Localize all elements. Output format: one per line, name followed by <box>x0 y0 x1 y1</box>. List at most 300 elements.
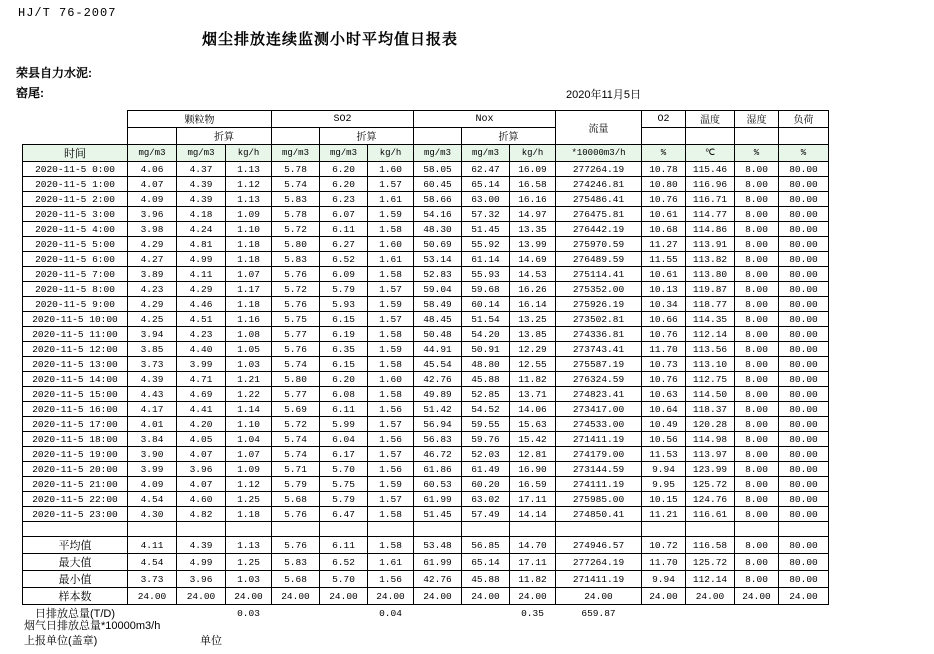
row-value: 8.00 <box>735 477 779 492</box>
row-value: 8.00 <box>735 237 779 252</box>
row-value: 6.20 <box>320 177 368 192</box>
summary-value: 3.96 <box>177 571 226 588</box>
table-header-group <box>23 111 829 128</box>
row-value: 273743.41 <box>556 342 642 357</box>
row-value: 115.46 <box>686 162 735 177</box>
footer-note: 烟气日排放总量*10000m3/h <box>24 620 161 632</box>
row-value: 10.63 <box>642 387 686 402</box>
row-value: 1.10 <box>226 222 272 237</box>
row-value: 1.60 <box>368 237 414 252</box>
row-value: 6.17 <box>320 447 368 462</box>
summary-value: 24.00 <box>642 588 686 605</box>
row-value: 114.98 <box>686 432 735 447</box>
row-value: 80.00 <box>779 357 829 372</box>
row-value: 1.57 <box>368 312 414 327</box>
row-value: 8.00 <box>735 267 779 282</box>
spacer-cell <box>368 522 414 537</box>
summary-label: 样本数 <box>23 588 128 605</box>
row-value: 48.30 <box>414 222 462 237</box>
standard-code: HJ/T 76-2007 <box>18 6 117 20</box>
row-value: 57.32 <box>462 207 510 222</box>
table-row <box>23 237 829 252</box>
header-blank <box>23 111 128 145</box>
row-value: 60.14 <box>462 297 510 312</box>
row-value: 124.76 <box>686 492 735 507</box>
header-sub-blank-1 <box>128 128 177 145</box>
row-value: 1.61 <box>368 252 414 267</box>
row-time: 2020-11-5 10:00 <box>23 312 128 327</box>
row-value: 14.97 <box>510 207 556 222</box>
row-value: 4.06 <box>128 162 177 177</box>
row-value: 6.27 <box>320 237 368 252</box>
row-value: 16.14 <box>510 297 556 312</box>
table-row <box>23 357 829 372</box>
row-value: 8.00 <box>735 207 779 222</box>
row-value: 60.20 <box>462 477 510 492</box>
header-sub-blank-6 <box>735 128 779 145</box>
summary-value: 24.00 <box>128 588 177 605</box>
row-value: 13.99 <box>510 237 556 252</box>
table-row <box>23 432 829 447</box>
row-value: 113.91 <box>686 237 735 252</box>
header-unit-3: kg/h <box>226 145 272 162</box>
row-value: 6.08 <box>320 387 368 402</box>
row-time: 2020-11-5 2:00 <box>23 192 128 207</box>
row-value: 4.01 <box>128 417 177 432</box>
row-value: 8.00 <box>735 507 779 522</box>
row-value: 80.00 <box>779 282 829 297</box>
row-value: 275352.00 <box>556 282 642 297</box>
table-row <box>23 477 829 492</box>
row-value: 6.19 <box>320 327 368 342</box>
row-value: 5.69 <box>272 402 320 417</box>
row-value: 113.97 <box>686 447 735 462</box>
spacer-cell <box>642 522 686 537</box>
row-value: 80.00 <box>779 207 829 222</box>
row-value: 4.30 <box>128 507 177 522</box>
row-value: 1.59 <box>368 477 414 492</box>
row-value: 80.00 <box>779 447 829 462</box>
summary-value: 4.11 <box>128 537 177 554</box>
row-value: 50.69 <box>414 237 462 252</box>
row-value: 51.54 <box>462 312 510 327</box>
row-value: 54.52 <box>462 402 510 417</box>
row-value: 13.85 <box>510 327 556 342</box>
row-value: 4.05 <box>177 432 226 447</box>
row-value: 5.76 <box>272 342 320 357</box>
row-value: 10.13 <box>642 282 686 297</box>
table-row <box>23 267 829 282</box>
row-value: 65.14 <box>462 177 510 192</box>
row-value: 4.82 <box>177 507 226 522</box>
row-value: 118.77 <box>686 297 735 312</box>
row-value: 1.58 <box>368 507 414 522</box>
row-value: 114.35 <box>686 312 735 327</box>
row-value: 4.43 <box>128 387 177 402</box>
row-value: 274533.00 <box>556 417 642 432</box>
summary-value: 24.00 <box>735 588 779 605</box>
row-value: 116.71 <box>686 192 735 207</box>
row-time: 2020-11-5 20:00 <box>23 462 128 477</box>
row-value: 10.66 <box>642 312 686 327</box>
row-value: 8.00 <box>735 447 779 462</box>
row-value: 63.00 <box>462 192 510 207</box>
table-row <box>23 507 829 522</box>
row-value: 275587.19 <box>556 357 642 372</box>
row-value: 51.45 <box>414 507 462 522</box>
row-value: 1.03 <box>226 357 272 372</box>
header-unit-10: *10000m3/h <box>556 145 642 162</box>
row-value: 276475.81 <box>556 207 642 222</box>
row-value: 1.58 <box>368 327 414 342</box>
header-unit-5: mg/m3 <box>320 145 368 162</box>
row-value: 8.00 <box>735 177 779 192</box>
header-unit-8: mg/m3 <box>462 145 510 162</box>
row-time: 2020-11-5 12:00 <box>23 342 128 357</box>
row-value: 54.16 <box>414 207 462 222</box>
row-time: 2020-11-5 8:00 <box>23 282 128 297</box>
daily-total-blank-9 <box>735 605 779 622</box>
row-value: 8.00 <box>735 372 779 387</box>
row-value: 5.78 <box>272 162 320 177</box>
row-value: 6.11 <box>320 222 368 237</box>
row-value: 1.61 <box>368 192 414 207</box>
row-value: 4.39 <box>177 177 226 192</box>
row-value: 58.66 <box>414 192 462 207</box>
row-value: 1.59 <box>368 342 414 357</box>
table-row <box>23 402 829 417</box>
summary-value: 271411.19 <box>556 571 642 588</box>
row-value: 4.81 <box>177 237 226 252</box>
row-value: 80.00 <box>779 192 829 207</box>
table-row <box>23 282 829 297</box>
row-value: 1.25 <box>226 492 272 507</box>
row-value: 10.76 <box>642 327 686 342</box>
daily-total-nox: 0.35 <box>521 607 544 619</box>
row-time: 2020-11-5 6:00 <box>23 252 128 267</box>
daily-total-blank-4 <box>320 605 368 622</box>
daily-total-blank-5 <box>414 605 462 622</box>
row-value: 4.11 <box>177 267 226 282</box>
row-value: 61.99 <box>414 492 462 507</box>
row-value: 6.23 <box>320 192 368 207</box>
row-value: 45.54 <box>414 357 462 372</box>
row-time: 2020-11-5 0:00 <box>23 162 128 177</box>
row-value: 10.68 <box>642 222 686 237</box>
table-row <box>23 372 829 387</box>
row-time: 2020-11-5 7:00 <box>23 267 128 282</box>
spacer-cell <box>462 522 510 537</box>
row-time: 2020-11-5 16:00 <box>23 402 128 417</box>
row-value: 5.74 <box>272 357 320 372</box>
summary-value: 277264.19 <box>556 554 642 571</box>
header-unit-7: mg/m3 <box>414 145 462 162</box>
spacer-cell <box>779 522 829 537</box>
summary-value: 11.70 <box>642 554 686 571</box>
spacer-cell <box>686 522 735 537</box>
row-value: 16.09 <box>510 162 556 177</box>
row-value: 5.71 <box>272 462 320 477</box>
row-value: 276324.59 <box>556 372 642 387</box>
table-row <box>23 327 829 342</box>
summary-row <box>23 554 829 571</box>
table-row <box>23 417 829 432</box>
row-value: 1.58 <box>368 357 414 372</box>
table-row <box>23 297 829 312</box>
row-time: 2020-11-5 3:00 <box>23 207 128 222</box>
row-value: 1.04 <box>226 432 272 447</box>
row-value: 12.81 <box>510 447 556 462</box>
row-value: 4.29 <box>128 237 177 252</box>
row-value: 5.79 <box>320 492 368 507</box>
row-value: 5.76 <box>272 267 320 282</box>
row-value: 61.49 <box>462 462 510 477</box>
header-sub-nox-converted: 折算 <box>462 128 556 145</box>
row-value: 61.14 <box>462 252 510 267</box>
row-time: 2020-11-5 19:00 <box>23 447 128 462</box>
header-unit-9: kg/h <box>510 145 556 162</box>
summary-value: 56.85 <box>462 537 510 554</box>
row-value: 3.90 <box>128 447 177 462</box>
row-value: 55.92 <box>462 237 510 252</box>
summary-value: 10.72 <box>642 537 686 554</box>
row-value: 11.82 <box>510 372 556 387</box>
row-value: 16.58 <box>510 177 556 192</box>
row-value: 4.29 <box>177 282 226 297</box>
summary-value: 24.00 <box>368 588 414 605</box>
table-row <box>23 312 829 327</box>
summary-value: 9.94 <box>642 571 686 588</box>
row-value: 1.57 <box>368 447 414 462</box>
row-value: 1.18 <box>226 252 272 267</box>
spacer-cell <box>128 522 177 537</box>
row-time: 2020-11-5 22:00 <box>23 492 128 507</box>
row-value: 118.37 <box>686 402 735 417</box>
header-unit-2: mg/m3 <box>177 145 226 162</box>
row-time: 2020-11-5 15:00 <box>23 387 128 402</box>
row-time: 2020-11-5 9:00 <box>23 297 128 312</box>
row-value: 1.18 <box>226 507 272 522</box>
row-time: 2020-11-5 17:00 <box>23 417 128 432</box>
row-value: 8.00 <box>735 492 779 507</box>
summary-value: 1.25 <box>226 554 272 571</box>
row-value: 80.00 <box>779 462 829 477</box>
spacer-cell <box>556 522 642 537</box>
row-value: 1.08 <box>226 327 272 342</box>
row-value: 4.18 <box>177 207 226 222</box>
row-value: 11.27 <box>642 237 686 252</box>
summary-value: 80.00 <box>779 554 829 571</box>
summary-value: 1.58 <box>368 537 414 554</box>
row-value: 80.00 <box>779 402 829 417</box>
header-unit-12: ℃ <box>686 145 735 162</box>
summary-value: 45.88 <box>462 571 510 588</box>
row-value: 49.89 <box>414 387 462 402</box>
row-value: 60.45 <box>414 177 462 192</box>
row-value: 5.70 <box>320 462 368 477</box>
row-value: 4.54 <box>128 492 177 507</box>
row-value: 4.27 <box>128 252 177 267</box>
row-value: 4.17 <box>128 402 177 417</box>
row-value: 4.37 <box>177 162 226 177</box>
table-row <box>23 162 829 177</box>
row-value: 113.56 <box>686 342 735 357</box>
row-value: 6.11 <box>320 402 368 417</box>
row-value: 59.04 <box>414 282 462 297</box>
header-sub-blank-7 <box>779 128 829 145</box>
row-value: 274179.00 <box>556 447 642 462</box>
row-value: 273144.59 <box>556 462 642 477</box>
row-value: 4.39 <box>128 372 177 387</box>
row-value: 10.34 <box>642 297 686 312</box>
row-value: 15.63 <box>510 417 556 432</box>
row-value: 1.13 <box>226 162 272 177</box>
row-value: 114.86 <box>686 222 735 237</box>
row-value: 4.51 <box>177 312 226 327</box>
row-value: 3.99 <box>177 357 226 372</box>
summary-label: 最大值 <box>23 554 128 571</box>
daily-total-flow: 659.87 <box>581 607 616 619</box>
row-value: 112.75 <box>686 372 735 387</box>
row-value: 6.15 <box>320 357 368 372</box>
row-value: 113.10 <box>686 357 735 372</box>
row-value: 80.00 <box>779 372 829 387</box>
row-value: 9.95 <box>642 477 686 492</box>
row-value: 5.76 <box>272 297 320 312</box>
row-value: 6.20 <box>320 162 368 177</box>
row-value: 14.14 <box>510 507 556 522</box>
table-header-sub <box>23 128 829 145</box>
table-row <box>23 492 829 507</box>
row-value: 274823.41 <box>556 387 642 402</box>
summary-value: 24.00 <box>320 588 368 605</box>
spacer-cell <box>23 522 128 537</box>
row-value: 80.00 <box>779 417 829 432</box>
row-value: 10.78 <box>642 162 686 177</box>
row-value: 6.04 <box>320 432 368 447</box>
row-value: 10.56 <box>642 432 686 447</box>
row-value: 42.76 <box>414 372 462 387</box>
row-value: 11.55 <box>642 252 686 267</box>
row-value: 15.42 <box>510 432 556 447</box>
row-value: 275486.41 <box>556 192 642 207</box>
row-value: 4.09 <box>128 477 177 492</box>
summary-value: 24.00 <box>177 588 226 605</box>
row-value: 275114.41 <box>556 267 642 282</box>
summary-value: 5.68 <box>272 571 320 588</box>
row-value: 3.98 <box>128 222 177 237</box>
row-value: 8.00 <box>735 462 779 477</box>
row-value: 3.96 <box>177 462 226 477</box>
summary-value: 61.99 <box>414 554 462 571</box>
header-sub-blank-2 <box>272 128 320 145</box>
row-value: 276489.59 <box>556 252 642 267</box>
summary-row <box>23 537 829 554</box>
row-value: 59.68 <box>462 282 510 297</box>
row-value: 17.11 <box>510 492 556 507</box>
daily-total-blank-2 <box>177 605 226 622</box>
row-value: 1.22 <box>226 387 272 402</box>
row-value: 8.00 <box>735 402 779 417</box>
header-group-nox: Nox <box>414 111 556 128</box>
table-row <box>23 252 829 267</box>
row-time: 2020-11-5 4:00 <box>23 222 128 237</box>
row-value: 60.53 <box>414 477 462 492</box>
spacer-cell <box>226 522 272 537</box>
summary-value: 5.83 <box>272 554 320 571</box>
row-value: 5.80 <box>272 237 320 252</box>
table-row <box>23 192 829 207</box>
spacer-cell <box>177 522 226 537</box>
row-value: 8.00 <box>735 357 779 372</box>
spacer-cell <box>414 522 462 537</box>
row-value: 3.85 <box>128 342 177 357</box>
header-group-temperature: 温度 <box>686 111 735 128</box>
row-value: 51.45 <box>462 222 510 237</box>
row-value: 6.07 <box>320 207 368 222</box>
summary-value: 24.00 <box>510 588 556 605</box>
row-value: 1.57 <box>368 177 414 192</box>
summary-label: 最小值 <box>23 571 128 588</box>
daily-total-blank-7 <box>642 605 686 622</box>
row-value: 80.00 <box>779 507 829 522</box>
footer-report-unit: 上报单位(盖章) <box>24 635 98 647</box>
daily-total-blank-6 <box>462 605 510 622</box>
row-time: 2020-11-5 5:00 <box>23 237 128 252</box>
row-value: 8.00 <box>735 192 779 207</box>
row-value: 6.47 <box>320 507 368 522</box>
row-value: 112.14 <box>686 327 735 342</box>
summary-value: 8.00 <box>735 537 779 554</box>
summary-value: 5.76 <box>272 537 320 554</box>
summary-value: 4.54 <box>128 554 177 571</box>
row-value: 1.56 <box>368 462 414 477</box>
row-value: 116.96 <box>686 177 735 192</box>
header-unit-4: mg/m3 <box>272 145 320 162</box>
row-value: 4.99 <box>177 252 226 267</box>
summary-value: 1.56 <box>368 571 414 588</box>
row-value: 1.57 <box>368 282 414 297</box>
row-value: 4.69 <box>177 387 226 402</box>
row-value: 8.00 <box>735 282 779 297</box>
row-value: 1.58 <box>368 387 414 402</box>
row-value: 4.60 <box>177 492 226 507</box>
row-value: 13.71 <box>510 387 556 402</box>
row-value: 5.72 <box>272 222 320 237</box>
source-unit: 窑尾: <box>16 86 44 100</box>
summary-value: 1.13 <box>226 537 272 554</box>
row-value: 3.94 <box>128 327 177 342</box>
monitoring-data-table <box>22 110 829 621</box>
row-value: 113.82 <box>686 252 735 267</box>
row-value: 4.71 <box>177 372 226 387</box>
row-value: 57.49 <box>462 507 510 522</box>
row-value: 4.24 <box>177 222 226 237</box>
row-value: 3.73 <box>128 357 177 372</box>
header-group-so2: SO2 <box>272 111 414 128</box>
summary-value: 112.14 <box>686 571 735 588</box>
header-sub-so2-converted: 折算 <box>320 128 414 145</box>
summary-value: 3.73 <box>128 571 177 588</box>
row-value: 16.16 <box>510 192 556 207</box>
row-value: 5.74 <box>272 447 320 462</box>
header-unit-13: % <box>735 145 779 162</box>
company-name: 荣县自力水泥: <box>16 66 92 80</box>
daily-total-so2: 0.04 <box>379 607 402 619</box>
row-value: 48.80 <box>462 357 510 372</box>
row-value: 80.00 <box>779 342 829 357</box>
summary-value: 274946.57 <box>556 537 642 554</box>
